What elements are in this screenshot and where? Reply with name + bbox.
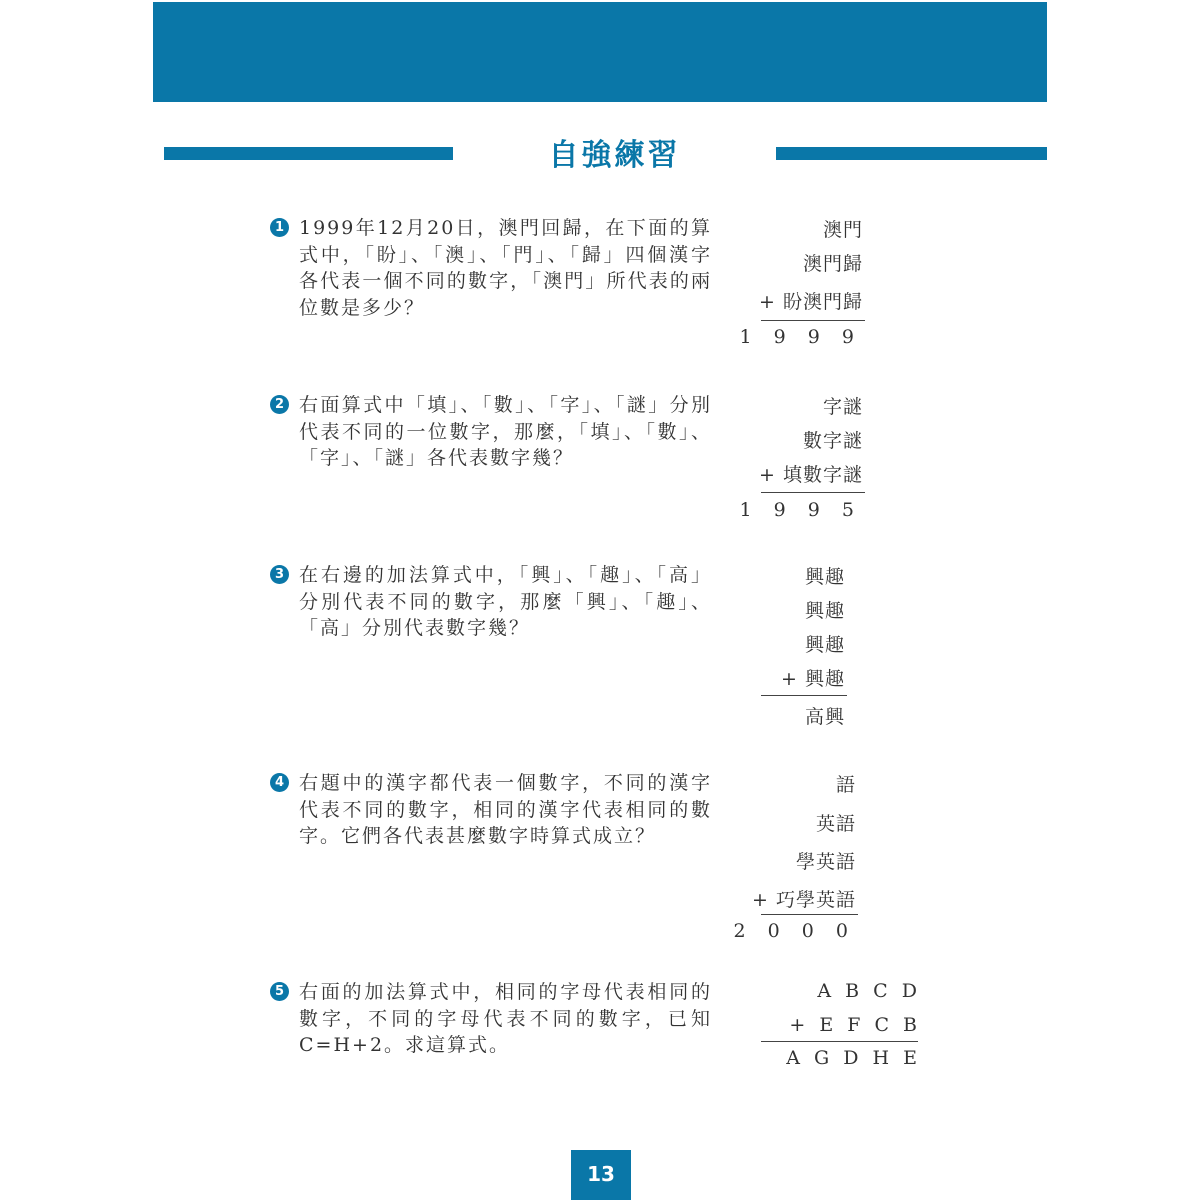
sum-line xyxy=(761,914,858,915)
equation-line: + 盼澳門歸 xyxy=(759,291,863,313)
sum-line xyxy=(761,695,847,696)
equation-result: A G D H E xyxy=(786,1047,918,1069)
problem-5 xyxy=(270,979,712,1059)
equation-line: 數字謎 xyxy=(802,430,863,452)
page-number-box xyxy=(571,1150,631,1200)
problem-number-badge: 4 xyxy=(270,773,289,792)
problem-text: 在右邊的加法算式中，「興」、「趣」、「高」分別代表不同的數字，那麼「興」、「趣」、「高」分別代表數字幾？ xyxy=(299,564,712,639)
sum-line xyxy=(761,492,865,493)
equation-line: + 填數字謎 xyxy=(759,464,863,486)
title-rule-left xyxy=(164,147,453,160)
problem-number-badge: 3 xyxy=(270,565,289,584)
problem-number-badge: 2 xyxy=(270,395,289,414)
equation-result: 2 0 0 0 xyxy=(733,920,856,942)
equation-line: 興趣 xyxy=(804,634,845,656)
title-rule-right xyxy=(776,147,1047,160)
problem-text: 右題中的漢字都代表一個數字，不同的漢字代表不同的數字，相同的漢字代表相同的數字。它們各代表甚麼數字時算式成立？ xyxy=(299,772,712,847)
header-band xyxy=(153,2,1047,102)
sum-line xyxy=(761,320,865,321)
equation-result: 1 9 9 9 xyxy=(739,326,862,348)
problem-2 xyxy=(270,392,712,472)
equation-line: 語 xyxy=(835,774,856,796)
problem-3 xyxy=(270,562,712,642)
problem-number-badge: 1 xyxy=(270,218,289,237)
equation-line: A B C D xyxy=(817,980,918,1002)
equation-line: 興趣 xyxy=(804,600,845,622)
equation-line: + E F C B xyxy=(789,1014,918,1036)
equation-line: 字謎 xyxy=(822,396,863,418)
equation-line: + 巧學英語 xyxy=(752,889,856,911)
sum-line xyxy=(761,1041,918,1042)
problem-number-badge: 5 xyxy=(270,982,289,1001)
page-number: 13 xyxy=(587,1162,615,1186)
equation-line: 學英語 xyxy=(795,851,856,873)
equation-result: 1 9 9 5 xyxy=(739,499,862,521)
equation-result: 高興 xyxy=(804,706,845,728)
page-title: 自強練習 xyxy=(548,138,681,173)
equation-line: 興趣 xyxy=(804,566,845,588)
equation-line: 澳門歸 xyxy=(802,253,863,275)
equation-line: 澳門 xyxy=(822,219,863,241)
equation-line: 英語 xyxy=(815,813,856,835)
problem-text: 1999年12月20日，澳門回歸，在下面的算式中，「盼」、「澳」、「門」、「歸」四個漢字各代表一個不同的數字，「澳門」所代表的兩位數是多少？ xyxy=(299,217,712,319)
problem-4 xyxy=(270,770,712,850)
problem-text: 右面的加法算式中，相同的字母代表相同的數字，不同的字母代表不同的數字，已知C=H+2。求這算式。 xyxy=(299,981,712,1056)
equation-line: + 興趣 xyxy=(781,668,845,690)
problem-text: 右面算式中「填」、「數」、「字」、「謎」分別代表不同的一位數字，那麼，「填」、「數」、「字」、「謎」各代表數字幾？ xyxy=(299,394,712,469)
problem-1 xyxy=(270,215,712,321)
